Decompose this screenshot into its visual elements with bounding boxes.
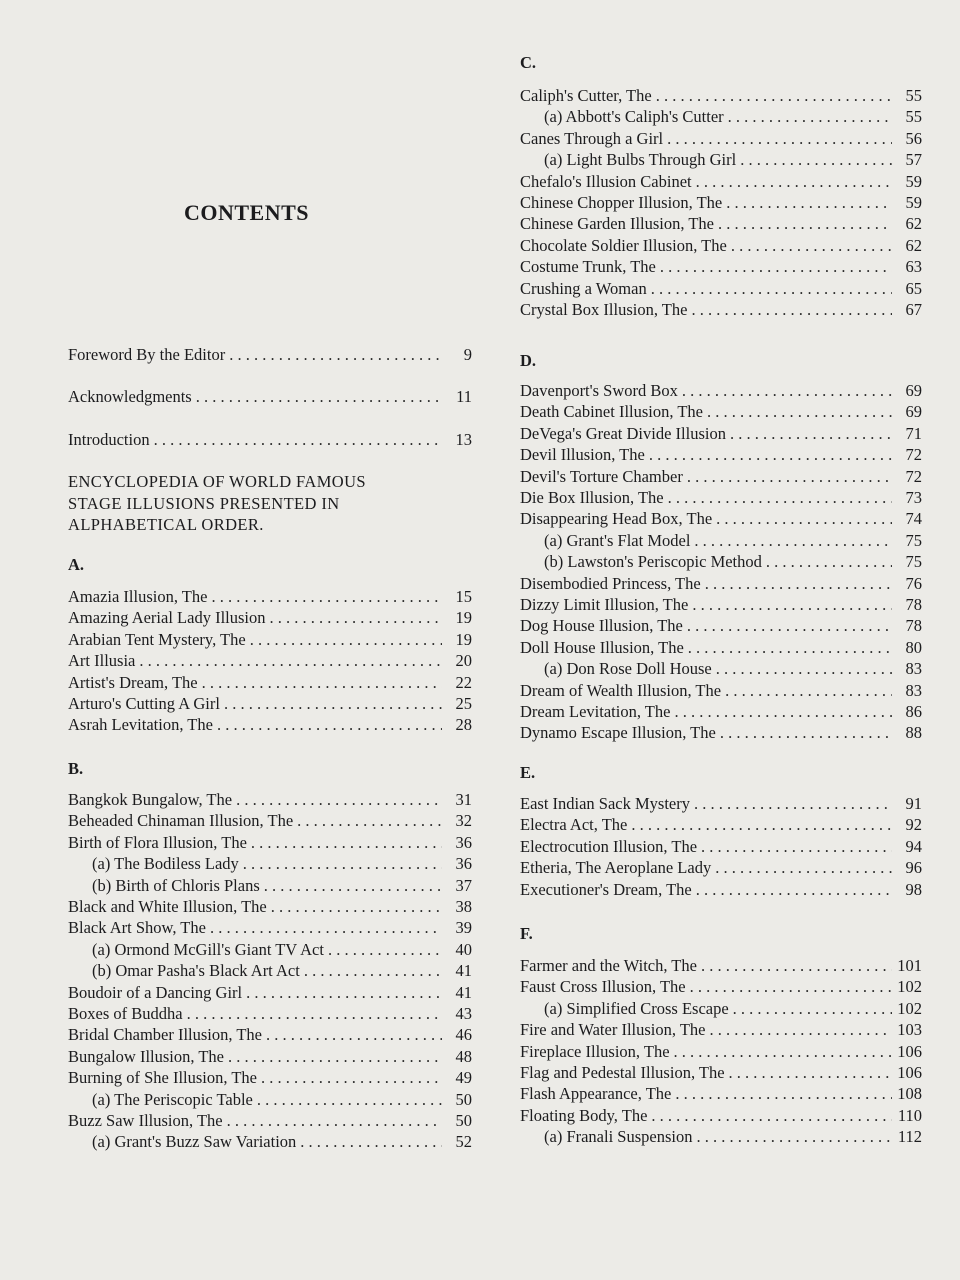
toc-entry [520,1041,922,1063]
toc-entry [520,836,922,858]
dot-leader [243,853,442,875]
entry-title: Introduction [68,430,150,449]
dot-leader [668,487,892,509]
dot-leader [656,85,892,107]
entry-page-number: 75 [905,530,922,550]
front-matter-entry [68,429,472,451]
entry-title: Farmer and the Witch, The [520,956,697,975]
dot-leader [696,171,892,193]
dot-leader [766,551,892,573]
dot-leader [270,607,443,629]
entry-title: Dizzy Limit Illusion, The [520,595,689,614]
entry-title: (b) Lawston's Periscopic Method [544,552,762,572]
toc-entry [520,955,922,977]
toc-subentry [68,960,472,982]
toc-entry [68,1024,472,1046]
entry-title: (a) Light Bulbs Through Girl [544,150,737,170]
toc-entry [520,423,922,445]
dot-leader [236,789,442,811]
toc-entry [520,508,922,530]
toc-entry [68,810,472,832]
entry-title: Amazia Illusion, The [68,587,208,606]
entry-page-number: 59 [905,171,922,191]
toc-entry [68,586,472,608]
toc-subentry [520,530,922,552]
entry-page-number: 106 [897,1041,922,1061]
entry-title: Buzz Saw Illusion, The [68,1111,223,1130]
toc-entry [520,1105,922,1127]
dot-leader [217,714,442,736]
entry-title: Bungalow Illusion, The [68,1046,224,1066]
entry-title: Crystal Box Illusion, The [520,300,688,319]
entry-page-number: 83 [905,659,922,679]
right-column [520,0,922,1280]
toc-entry [520,976,922,998]
entry-title: (b) Birth of Chloris Plans [92,875,260,895]
entry-title: Faust Cross Illusion, The [520,977,686,997]
toc-subentry [68,1089,472,1111]
dot-leader [691,299,892,321]
dot-leader [264,875,442,897]
entry-page-number: 59 [905,193,922,212]
entry-title: Black Art Show, The [68,918,206,938]
entry-title: Beheaded Chinaman Illusion, The [68,811,294,831]
dot-leader [720,722,892,744]
toc-entry [68,1046,472,1068]
entry-page-number: 98 [905,879,922,899]
toc-entry [520,487,922,509]
entry-page-number: 96 [905,858,922,878]
front-matter-entry [68,344,472,366]
entry-page-number: 62 [905,235,922,255]
entry-title: Devil's Torture Chamber [520,466,683,486]
dot-leader [187,1003,442,1025]
page-title: CONTENTS [184,200,310,225]
entry-page-number: 65 [905,278,922,298]
entry-title: Crushing a Woman [520,278,647,298]
dot-leader [694,530,892,552]
entry-title: Foreword By the Editor [68,345,226,364]
toc-entry [520,213,922,235]
dot-leader [202,672,442,694]
entry-title: Boudoir of a Dancing Girl [68,982,243,1002]
entry-page-number: 74 [905,509,922,529]
entry-page-number: 43 [455,1004,472,1023]
entry-title: (a) Ormond McGill's Giant TV Act [92,939,324,959]
toc-entry [520,814,922,836]
entry-title: Birth of Flora Illusion, The [68,832,247,852]
dot-leader [696,879,892,901]
toc-entry [520,1019,922,1041]
entry-title: (a) Abbott's Caliph's Cutter [544,107,724,127]
entry-title: Burning of She Illusion, The [68,1068,257,1088]
entry-page-number: 20 [455,651,472,671]
dot-leader [709,1019,892,1041]
entry-title: Art Illusia [68,651,136,671]
entry-page-number: 108 [897,1084,922,1104]
entry-page-number: 19 [455,629,472,649]
entry-page-number: 101 [897,956,922,975]
entry-title: Electra Act, The [520,815,628,835]
entry-page-number: 94 [905,836,922,856]
entry-title: DeVega's Great Divide Illusion [520,423,726,443]
entry-page-number: 69 [905,381,922,400]
dot-leader [196,386,442,408]
entry-page-number: 102 [897,977,922,997]
dot-leader [651,1105,892,1127]
dot-leader [687,466,892,488]
toc-subentry [520,149,922,171]
section-letter: D. [520,351,537,370]
toc-entry [520,1083,922,1105]
entry-title: Doll House Illusion, The [520,637,684,657]
entry-page-number: 69 [905,402,922,422]
entry-page-number: 49 [455,1068,472,1088]
entry-page-number: 46 [455,1025,472,1045]
toc-entry [520,128,922,150]
entry-page-number: 62 [905,214,922,234]
entry-page-number: 83 [905,680,922,700]
toc-entry [68,896,472,918]
toc-entry [68,789,472,811]
toc-subentry [68,853,472,875]
left-column [68,0,472,1280]
dot-leader [660,256,892,278]
toc-entry [520,573,922,595]
dot-leader [725,680,892,702]
entry-page-number: 25 [455,694,472,713]
dot-leader [297,810,442,832]
entry-page-number: 71 [905,423,922,443]
entry-title: Asrah Levitation, The [68,715,213,735]
toc-entry [520,1062,922,1084]
entry-title: Black and White Illusion, The [68,897,267,916]
front-matter-entry [68,386,472,408]
dot-leader [227,1110,442,1132]
dot-leader [740,149,892,171]
dot-leader [250,629,442,651]
toc-entry [520,192,922,214]
toc-entry [68,917,472,939]
entry-page-number: 32 [455,811,472,831]
toc-subentry [68,875,472,897]
toc-entry [68,1003,472,1025]
toc-entry [520,594,922,616]
dot-leader [229,344,442,366]
dot-leader [649,444,892,466]
entry-title: Bangkok Bungalow, The [68,790,233,809]
entry-title: Artist's Dream, The [68,672,198,692]
dot-leader [257,1089,442,1111]
entry-title: (a) Franali Suspension [544,1127,693,1147]
entry-page-number: 28 [455,715,472,735]
dot-leader [690,976,892,998]
dot-leader [675,1083,892,1105]
entry-page-number: 86 [905,702,922,721]
entry-page-number: 103 [897,1020,922,1040]
dot-leader [154,429,442,451]
toc-entry [68,714,472,736]
entry-page-number: 11 [456,387,472,406]
dot-leader [251,832,442,854]
entry-page-number: 75 [905,552,922,572]
entry-page-number: 72 [905,445,922,465]
toc-entry [520,466,922,488]
toc-entry [520,637,922,659]
toc-entry [520,401,922,423]
dot-leader [682,380,892,402]
dot-leader [667,128,892,150]
dot-leader [300,1131,442,1153]
entry-page-number: 76 [905,573,922,593]
entry-page-number: 106 [897,1063,922,1082]
dot-leader [716,658,892,680]
entry-title: Disembodied Princess, The [520,573,701,593]
entry-page-number: 92 [905,815,922,835]
toc-subentry [68,939,472,961]
dot-leader [687,615,892,637]
dot-leader [696,1126,892,1148]
entry-page-number: 48 [455,1046,472,1066]
toc-entry [520,879,922,901]
section-letter: F. [520,924,533,943]
entry-page-number: 31 [455,790,472,809]
entry-page-number: 40 [455,939,472,959]
entry-page-number: 57 [905,150,922,170]
entry-title: East Indian Sack Mystery [520,794,691,813]
entry-title: (a) Grant's Flat Model [544,530,691,550]
toc-subentry [520,106,922,128]
toc-entry [520,171,922,193]
entry-page-number: 50 [455,1089,472,1109]
entry-title: Die Box Illusion, The [520,488,664,507]
entry-title: Electrocution Illusion, The [520,836,698,856]
entry-title: Boxes of Buddha [68,1004,183,1023]
dot-leader [692,594,892,616]
entry-page-number: 36 [455,854,472,874]
entry-title: Fire and Water Illusion, The [520,1020,706,1040]
toc-entry [68,629,472,651]
entry-page-number: 38 [455,897,472,916]
section-letter: A. [68,555,85,574]
entry-title: Flag and Pedestal Illusion, The [520,1063,725,1082]
toc-entry [68,607,472,629]
toc-entry [68,1067,472,1089]
toc-subentry [520,658,922,680]
dot-leader [731,235,892,257]
entry-title: Etheria, The Aeroplane Lady [520,858,712,878]
toc-entry [520,299,922,321]
dot-leader [701,955,892,977]
entry-title: Arturo's Cutting A Girl [68,694,220,713]
entry-title: Dream of Wealth Illusion, The [520,680,722,700]
toc-entry [520,857,922,879]
entry-page-number: 78 [905,595,922,614]
entry-page-number: 102 [897,998,922,1018]
dot-leader [266,1024,442,1046]
entry-title: Disappearing Head Box, The [520,509,713,529]
entry-page-number: 36 [455,832,472,852]
entry-page-number: 15 [455,587,472,606]
dot-leader [224,693,442,715]
entry-title: Chocolate Soldier Illusion, The [520,235,727,255]
toc-entry [520,85,922,107]
toc-entry [520,722,922,744]
entry-title: (a) The Bodiless Lady [92,854,239,874]
entry-page-number: 73 [905,488,922,507]
entry-page-number: 78 [905,616,922,636]
toc-entry [520,444,922,466]
entry-title: Devil Illusion, The [520,445,645,465]
dot-leader [211,586,442,608]
entry-page-number: 52 [455,1132,472,1152]
dot-leader [228,1046,442,1068]
entry-page-number: 22 [455,672,472,692]
toc-subentry [520,551,922,573]
toc-subentry [68,1131,472,1153]
encyclopedia-heading-line: STAGE ILLUSIONS PRESENTED IN [68,493,340,513]
dot-leader [674,1041,892,1063]
toc-entry [520,615,922,637]
entry-title: (a) Don Rose Doll House [544,659,712,679]
dot-leader [728,106,892,128]
entry-title: Bridal Chamber Illusion, The [68,1025,262,1045]
toc-entry [520,701,922,723]
entry-page-number: 50 [455,1111,472,1130]
toc-entry [68,693,472,715]
dot-leader [139,650,442,672]
entry-title: Dog House Illusion, The [520,616,683,636]
entry-page-number: 39 [455,918,472,938]
entry-page-number: 80 [905,637,922,657]
dot-leader [701,836,892,858]
entry-page-number: 37 [455,875,472,895]
dot-leader [705,573,892,595]
entry-page-number: 88 [905,723,922,743]
entry-page-number: 19 [455,608,472,628]
dot-leader [688,637,892,659]
toc-entry [68,832,472,854]
entry-page-number: 55 [905,86,922,105]
dot-leader [246,982,442,1004]
encyclopedia-heading-line: ALPHABETICAL ORDER. [68,515,264,534]
toc-entry [68,650,472,672]
entry-title: Floating Body, The [520,1105,648,1125]
toc-entry [520,278,922,300]
dot-leader [674,701,892,723]
entry-page-number: 91 [905,794,922,813]
entry-title: (a) The Periscopic Table [92,1089,253,1109]
dot-leader [304,960,442,982]
entry-page-number: 41 [455,982,472,1002]
dot-leader [328,939,442,961]
toc-entry [520,680,922,702]
toc-entry [68,982,472,1004]
entry-title: (a) Simplified Cross Escape [544,998,729,1018]
entry-page-number: 72 [905,466,922,486]
dot-leader [729,1062,892,1084]
dot-leader [726,192,892,214]
entry-title: Dream Levitation, The [520,702,671,721]
entry-page-number: 56 [905,128,922,148]
dot-leader [651,278,892,300]
entry-page-number: 9 [463,345,472,364]
dot-leader [694,793,892,815]
entry-page-number: 112 [897,1127,922,1147]
dot-leader [261,1067,442,1089]
entry-title: Arabian Tent Mystery, The [68,629,246,649]
entry-title: Death Cabinet Illusion, The [520,402,703,422]
section-letter: B. [68,759,84,778]
entry-page-number: 13 [455,430,472,449]
entry-title: Costume Trunk, The [520,257,656,277]
entry-title: Flash Appearance, The [520,1084,672,1104]
toc-entry [520,380,922,402]
entry-title: Caliph's Cutter, The [520,86,652,105]
toc-entry [68,1110,472,1132]
entry-page-number: 41 [455,961,472,981]
entry-page-number: 110 [897,1105,922,1125]
dot-leader [718,213,892,235]
entry-title: Amazing Aerial Lady Illusion [68,608,266,628]
toc-subentry [520,998,922,1020]
dot-leader [716,508,892,530]
entry-title: (b) Omar Pasha's Black Art Act [92,961,300,981]
dot-leader [631,814,892,836]
section-letter: C. [520,53,537,72]
entry-title: (a) Grant's Buzz Saw Variation [92,1132,297,1152]
entry-title: Davenport's Sword Box [520,381,678,400]
dot-leader [707,401,892,423]
toc-subentry [520,1126,922,1148]
toc-entry [520,793,922,815]
entry-title: Chinese Garden Illusion, The [520,214,714,234]
entry-title: Chefalo's Illusion Cabinet [520,171,692,191]
toc-entry [520,235,922,257]
dot-leader [715,857,892,879]
entry-title: Executioner's Dream, The [520,879,692,899]
section-letter: E. [520,763,536,782]
encyclopedia-heading-line: ENCYCLOPEDIA OF WORLD FAMOUS [68,472,366,491]
dot-leader [210,917,442,939]
entry-title: Canes Through a Girl [520,128,664,148]
dot-leader [730,423,892,445]
dot-leader [733,998,892,1020]
entry-title: Fireplace Illusion, The [520,1041,670,1061]
toc-entry [68,672,472,694]
toc-entry [520,256,922,278]
entry-title: Chinese Chopper Illusion, The [520,193,723,212]
entry-title: Acknowledgments [68,387,192,406]
entry-title: Dynamo Escape Illusion, The [520,723,716,743]
entry-page-number: 63 [905,257,922,277]
entry-page-number: 55 [905,107,922,127]
entry-page-number: 67 [905,300,922,319]
dot-leader [271,896,442,918]
